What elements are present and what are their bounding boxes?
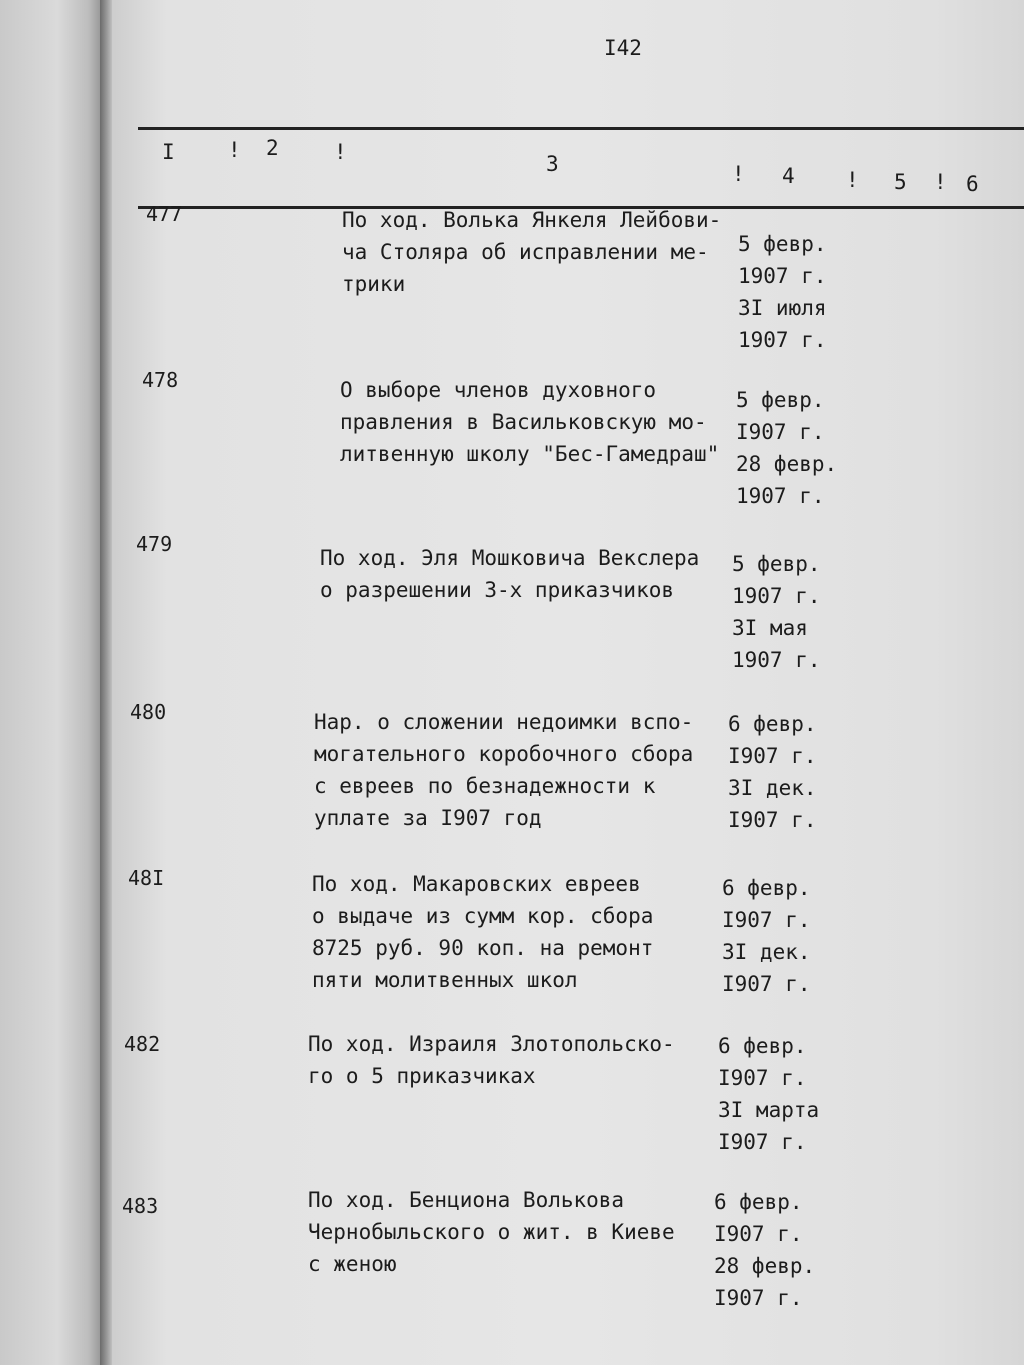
column-separator: ! <box>846 168 859 192</box>
entry-number: 478 <box>142 368 179 392</box>
column-separator: ! <box>334 140 347 164</box>
entry-dates: 6 февр. I907 г. 3I дек. I907 г. <box>728 712 817 832</box>
entry-description: По ход. Эля Мошковича Векслера о разрешении 3-х приказчиков <box>320 546 700 602</box>
entry-dates: 6 февр. I907 г. 3I марта I907 г. <box>718 1034 820 1154</box>
entry-description: Нар. о сложении недоимки вспо- могательного коробочного сбора с евреев по безнадежности к уплате за I907 год <box>314 710 694 830</box>
left-page-edge <box>0 0 104 1365</box>
entry-description: По ход. Макаровских евреев о выдаче из сумм кор. сбора 8725 руб. 90 коп. на ремонт пяти молитвенных школ <box>312 872 654 992</box>
entry-description: О выборе членов духовного правления в Васильковскую мо- литвенную школу "Бес-Гамедраш" <box>340 378 720 466</box>
entry-description: По ход. Бенциона Волькова Чернобыльского о жит. в Киеве с женою <box>308 1188 675 1276</box>
entry-dates: 6 февр. I907 г. 3I дек. I907 г. <box>722 876 811 996</box>
entry-number: 48I <box>128 866 165 890</box>
entry-number: 477 <box>146 202 183 226</box>
entry-dates: 5 февр. 1907 г. 3I июля 1907 г. <box>738 232 827 352</box>
column-separator: ! <box>228 138 241 162</box>
entry-number: 479 <box>136 532 173 556</box>
entry-dates: 5 февр. 1907 г. 3I мая 1907 г. <box>732 552 821 672</box>
header-rule-top <box>138 127 1024 130</box>
entry-number: 480 <box>130 700 167 724</box>
column-header-6: 6 <box>966 172 979 196</box>
column-header-3: 3 <box>546 152 559 176</box>
column-header-1: I <box>162 140 175 164</box>
page-number: I42 <box>604 36 642 60</box>
entry-number: 482 <box>124 1032 161 1056</box>
column-separator: ! <box>732 162 745 186</box>
column-header-4: 4 <box>782 164 795 188</box>
column-header-5: 5 <box>894 170 907 194</box>
column-separator: ! <box>934 170 947 194</box>
entry-dates: 5 февр. I907 г. 28 февр. 1907 г. <box>736 388 838 508</box>
entry-description: По ход. Израиля Злотопольско- го о 5 приказчиках <box>308 1032 675 1088</box>
column-header-2: 2 <box>266 136 279 160</box>
entry-description: По ход. Волька Янкеля Лейбови- ча Столяра об исправлении ме- трики <box>342 208 722 296</box>
entry-dates: 6 февр. I907 г. 28 февр. I907 г. <box>714 1190 816 1310</box>
entry-number: 483 <box>122 1194 159 1218</box>
